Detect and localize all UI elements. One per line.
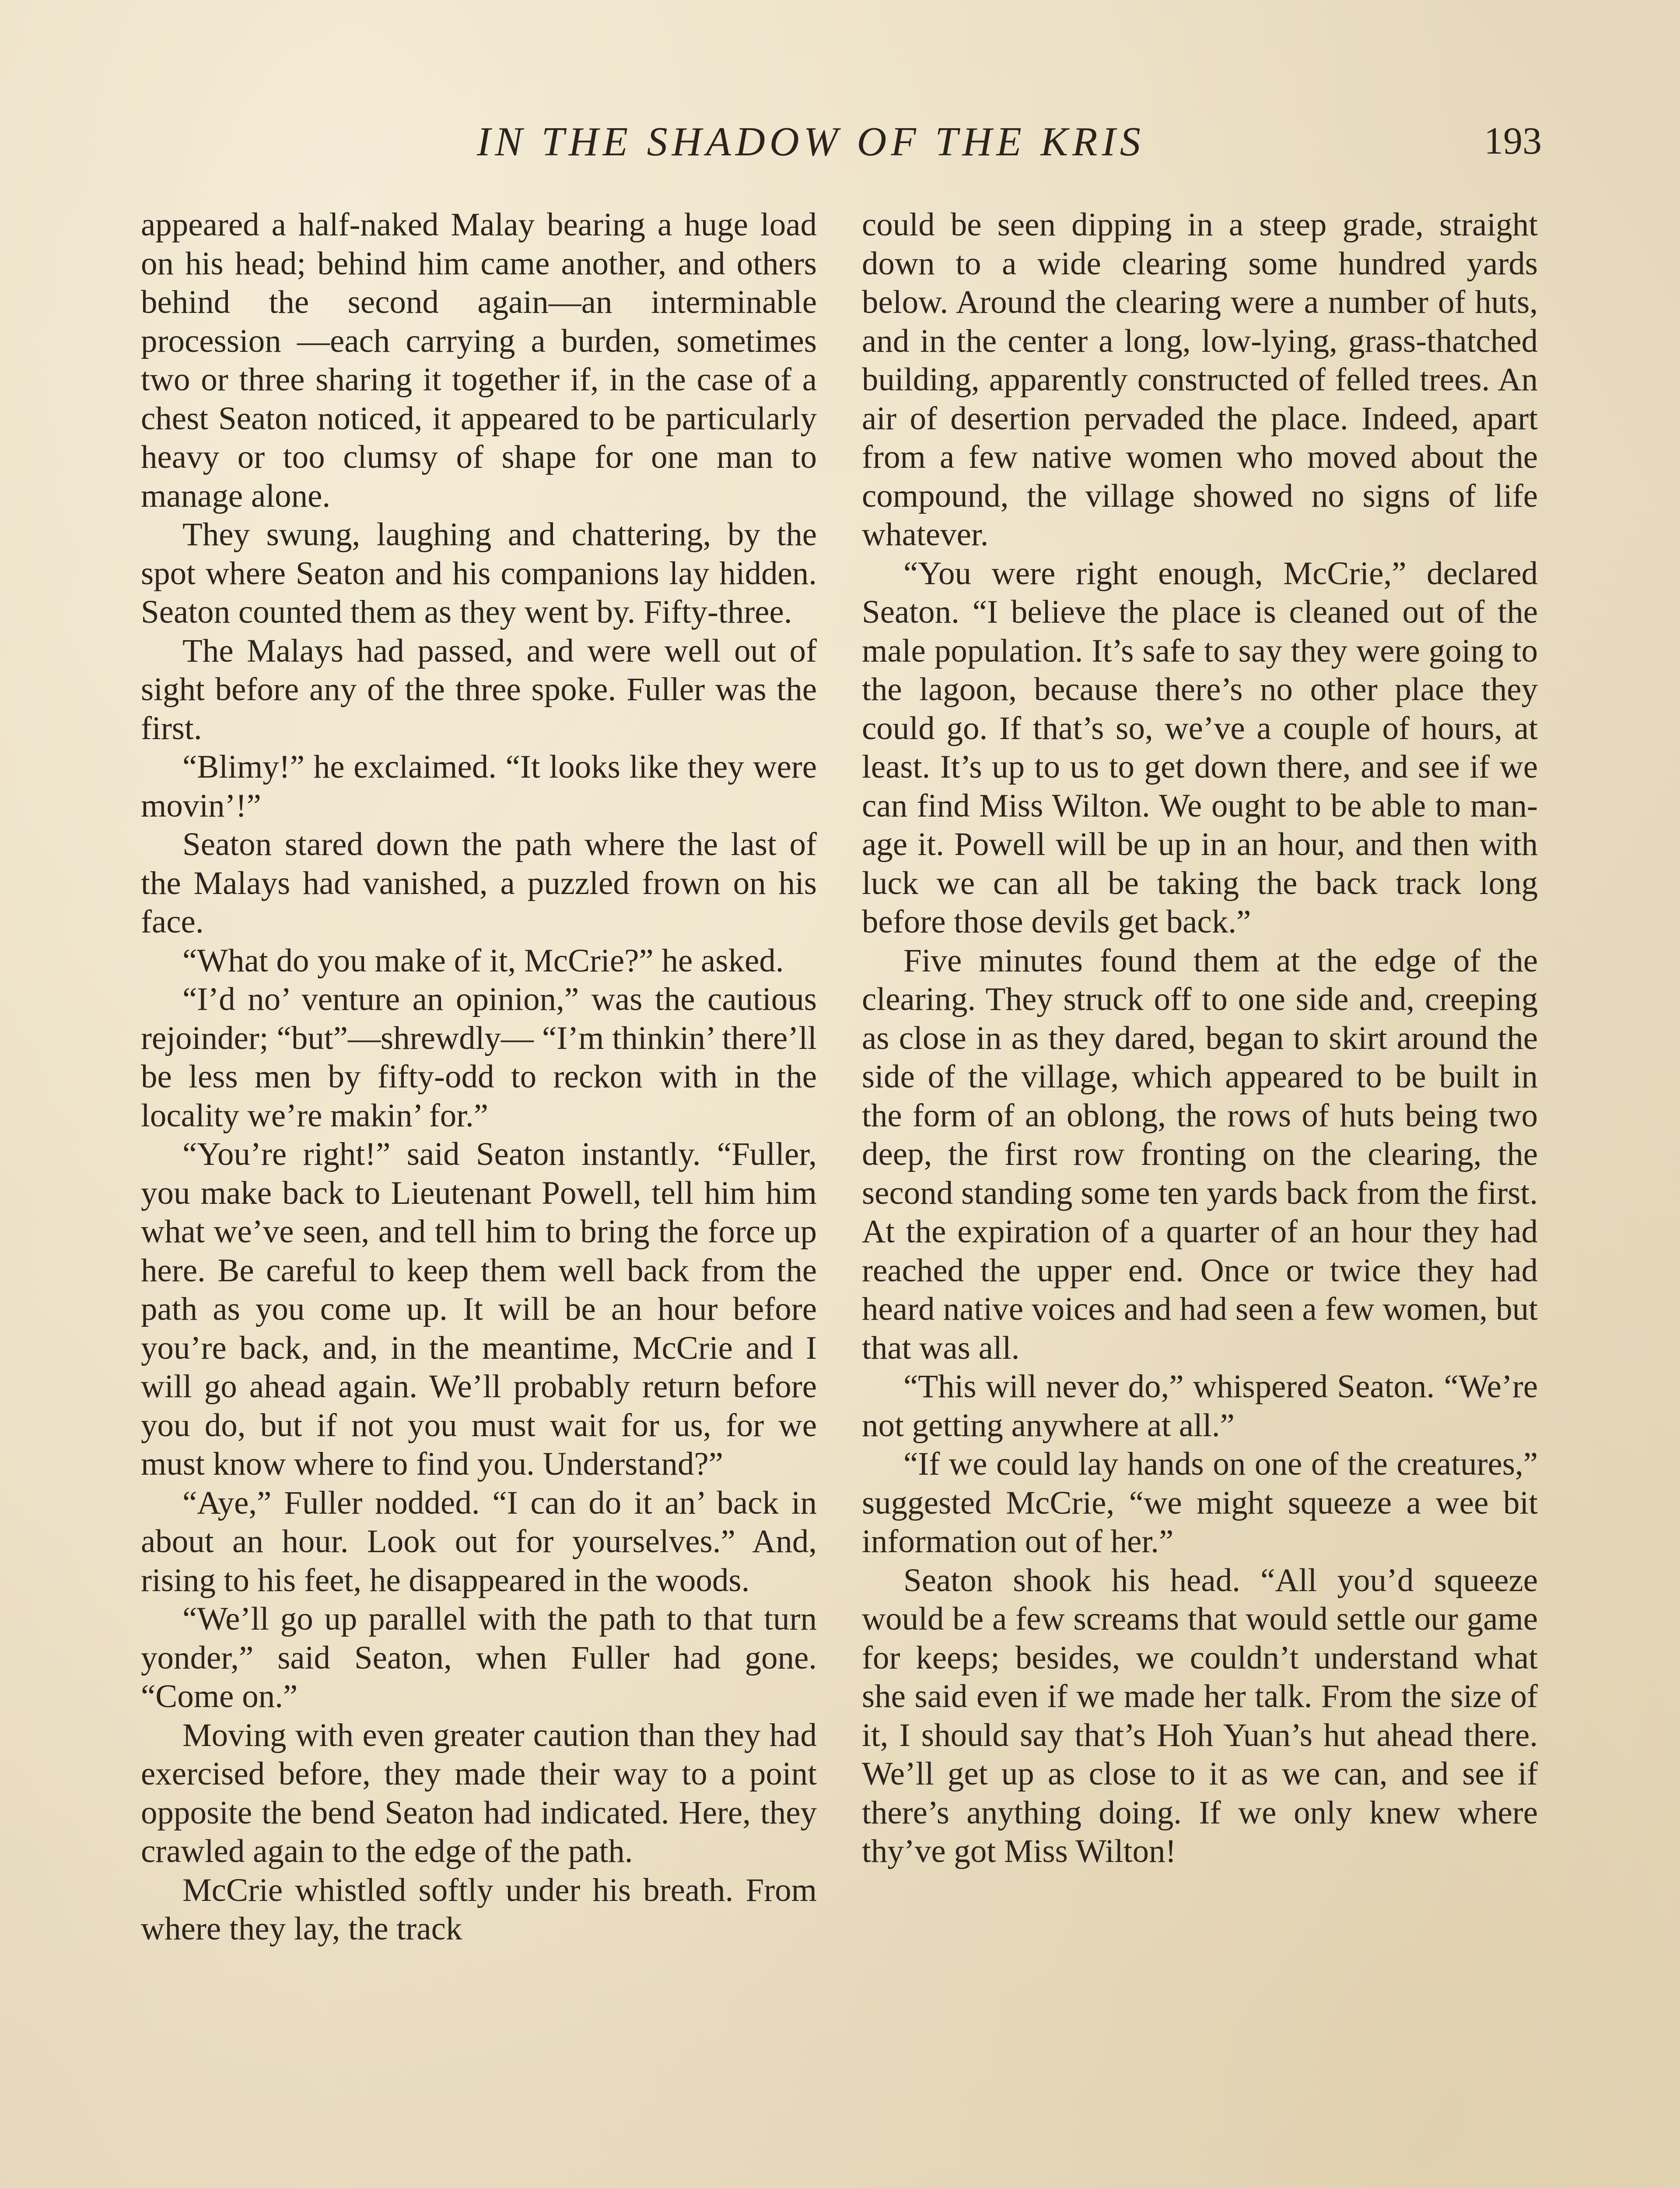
paragraph: Moving with even greater caution than they had exercised before, they made their way to a point opposite the bend Seaton had indicated. Here, they crawled again to the edge of the path.: [141, 1717, 817, 1869]
paragraph: They swung, laughing and chattering, by the spot where Seaton and his companions lay hidden. Seaton counted them as they went by. Fifty-three.: [141, 516, 817, 630]
paragraph: The Malays had passed, and were well out of sight before any of the three spoke. Fuller was the first.: [141, 632, 817, 747]
paragraph: Seaton stared down the path where the last of the Malays had vanished, a puzzled frown on his face.: [141, 826, 817, 940]
paragraph: McCrie whistled softly under his breath. From where they lay, the track: [141, 1872, 817, 1947]
page-number: 193: [1484, 120, 1542, 162]
paragraph: appeared a half-naked Malay bearing a huge load on his head; behind him came another, and others behind the second again—an interminable procession —each carrying a burden, sometimes two or three sharing it together if, in the case of a chest Seaton noticed, it appeared to be particularly heavy or too clumsy of shape for one man to manage alone.: [141, 207, 817, 514]
paragraph: “You were right enough, McCrie,” declared Seaton. “I believe the place is cleaned out of the male population. It’s safe to say they were going to the lagoon, because there’s no other place they could go. If that’s so, we’ve a couple of hours, at least. It’s up to us to get down there, and see if we can find Miss Wilton. We ought to be able to manage it. Powell will be up in an hour, and then with luck we can all be taking the back track long before those devils get back.”: [862, 555, 1538, 940]
paragraph: “What do you make of it, McCrie?” he asked.: [182, 942, 784, 979]
running-title: IN THE SHADOW OF THE KRIS: [477, 119, 1145, 165]
paragraph: “Blimy!” he exclaimed. “It looks like they were movin’!”: [141, 749, 817, 824]
paragraph: Five minutes found them at the edge of the clearing. They struck off to one side and, creeping as close in as they dared, began to skirt around the side of the village, which appeared to be built in the form of an oblong, the rows of huts being two deep, the first row fronting on the clearing, the second standing some ten yards back from the first. At the expiration of a quarter of an hour they had reached the upper end. Once or twice they had heard native voices and had seen a few women, but that was all.: [862, 942, 1538, 1366]
paragraph: “We’ll go up parallel with the path to that turn yonder,” said Seaton, when Fuller had gone. “Come on.”: [141, 1601, 817, 1715]
paragraph: “If we could lay hands on one of the creatures,” suggested McCrie, “we might squeeze a wee bit information out of her.”: [862, 1446, 1538, 1560]
right-column: [862, 206, 1538, 1871]
paragraph: “I’d no’ venture an opinion,” was the cautious rejoinder; “but”—shrewdly— “I’m thinkin’ there’ll be less men by fifty-odd to reckon with in the locality we’re makin’ for.”: [141, 981, 817, 1134]
left-column: [141, 206, 817, 1949]
paragraph: “You’re right!” said Seaton instantly. “Fuller, you make back to Lieutenant Powell, tell him him what we’ve seen, and tell him to bring the force up here. Be careful to keep them well back from the path as you come up. It will be an hour before you’re back, and, in the meantime, McCrie and I will go ahead again. We’ll probably return before you do, but if not you must wait for us, for we must know where to find you. Understand?”: [141, 1136, 817, 1482]
paragraph: could be seen dipping in a steep grade, straight down to a wide clearing some hundred yards below. Around the clearing were a number of huts, and in the center a long, low-lying, grass-thatched building, apparently constructed of felled trees. An air of desertion pervaded the place. Indeed, apart from a few native women who moved about the compound, the village showed no signs of life whatever.: [862, 207, 1538, 553]
paragraph: Seaton shook his head. “All you’d squeeze would be a few screams that would settle our game for keeps; besides, we couldn’t understand what she said even if we made her talk. From the size of it, I should say that’s Hoh Yuan’s hut ahead there. We’ll get up as close to it as we can, and see if there’s anything doing. If we only knew where thy’ve got Miss Wilton!: [862, 1562, 1538, 1869]
paragraph: “Aye,” Fuller nodded. “I can do it an’ back in about an hour. Look out for yourselves.” And, rising to his feet, he disappeared in the woods.: [141, 1484, 817, 1599]
paragraph: “This will never do,” whispered Seaton. “We’re not getting anywhere at all.”: [862, 1368, 1538, 1444]
